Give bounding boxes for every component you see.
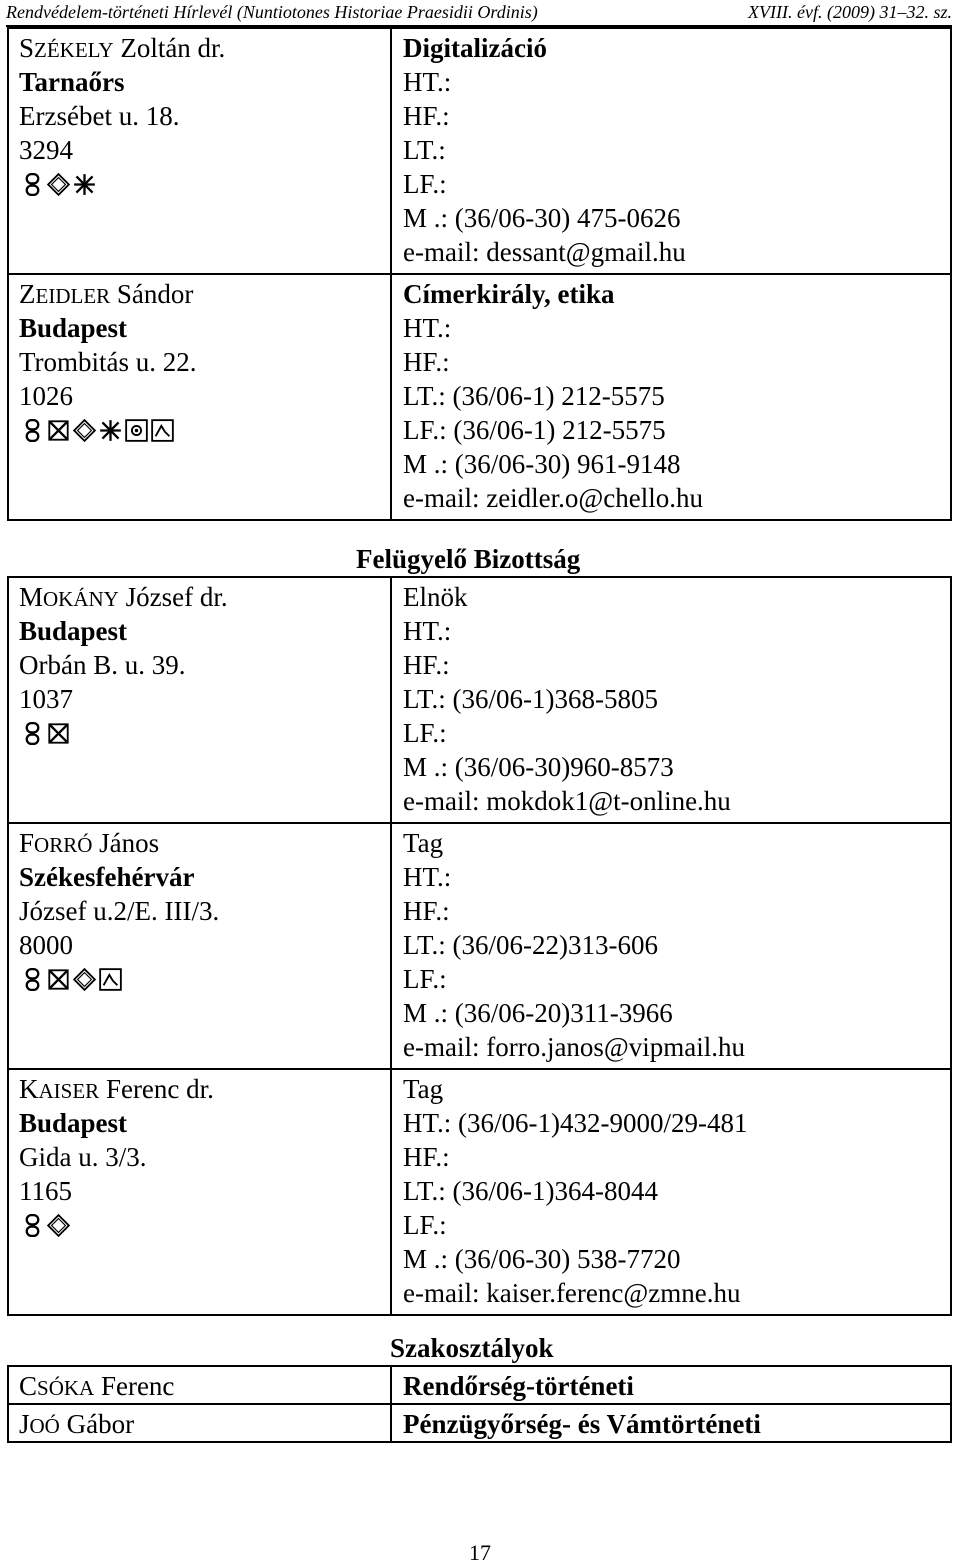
- person-city: Székesfehérvár: [19, 862, 195, 892]
- table-row: [8, 577, 951, 823]
- contact-line: HF.:: [403, 896, 450, 926]
- section-name: Rendőrség-történeti: [403, 1371, 634, 1401]
- person-street: Erzsébet u. 18.: [19, 101, 180, 131]
- section-name: Pénzügyőrség- és Vámtörténeti: [403, 1409, 761, 1439]
- person-cell: [8, 823, 391, 1069]
- phone-icon: [21, 419, 44, 442]
- person-street: Gida u. 3/3.: [19, 1142, 147, 1172]
- contact-line: HT.:: [403, 616, 452, 646]
- table-row: [8, 1404, 951, 1442]
- phone-icon: [21, 173, 44, 196]
- contact-line: HT.:: [403, 862, 452, 892]
- email-line[interactable]: e-mail: zeidler.o@chello.hu: [403, 483, 704, 513]
- role-cell: [391, 28, 951, 274]
- table-row: [8, 823, 951, 1069]
- page-number: 17: [469, 1540, 491, 1565]
- contact-line: HF.:: [403, 347, 450, 377]
- fax-icon: [47, 722, 70, 745]
- contact-line: LF.:: [403, 718, 447, 748]
- contact-icons: [19, 1208, 390, 1242]
- person-cell: [8, 1366, 391, 1404]
- person-cell: [8, 1404, 391, 1442]
- contact-line: LF.:: [403, 964, 447, 994]
- person-name: FORRÓ János: [19, 828, 160, 858]
- contact-icons: [19, 167, 390, 201]
- table-row: [8, 1366, 951, 1404]
- contact-line: LT.:: [403, 135, 446, 165]
- contact-line: M .: (36/06-30) 475-0626: [403, 203, 681, 233]
- person-name: KAISER Ferenc dr.: [19, 1074, 214, 1104]
- contact-line: M .: (36/06-30)960-8573: [403, 752, 674, 782]
- contact-line: HT.:: [403, 67, 452, 97]
- person-city: Budapest: [19, 616, 128, 646]
- person-street: Orbán B. u. 39.: [19, 650, 186, 680]
- role-cell: [391, 577, 951, 823]
- person-city: Budapest: [19, 1108, 128, 1138]
- role-title: Elnök: [403, 582, 468, 612]
- table-row: [8, 28, 951, 274]
- contact-line: M .: (36/06-20)311-3966: [403, 998, 673, 1028]
- section-cell: [391, 1366, 951, 1404]
- contact-line: LT.: (36/06-1)364-8044: [403, 1176, 658, 1206]
- person-cell: [8, 577, 391, 823]
- email-line[interactable]: e-mail: forro.janos@vipmail.hu: [403, 1032, 746, 1062]
- email-line[interactable]: e-mail: dessant@gmail.hu: [403, 237, 686, 267]
- contact-line: LT.: (36/06-1) 212-5575: [403, 381, 665, 411]
- contact-line: M .: (36/06-30) 538-7720: [403, 1244, 681, 1274]
- person-cell: [8, 1069, 391, 1315]
- star-icon: [73, 173, 96, 196]
- contact-line: HF.:: [403, 1142, 450, 1172]
- contact-line: HF.:: [403, 650, 450, 680]
- person-name: ZEIDLER Sándor: [19, 279, 194, 309]
- person-zip: 1037: [19, 684, 73, 714]
- diamond-icon: [47, 173, 70, 196]
- sections-table: [7, 1365, 952, 1443]
- person-city: Tarnaőrs: [19, 67, 125, 97]
- phone-icon: [21, 968, 44, 991]
- contact-line: LT.: (36/06-1)368-5805: [403, 684, 658, 714]
- mail-icon: [151, 419, 174, 442]
- person-name: MOKÁNY József dr.: [19, 582, 228, 612]
- supervisory-board-title: Felügyelő Bizottság: [356, 544, 581, 574]
- supervisory-table: [7, 576, 952, 1316]
- person-name: JOÓ Gábor: [19, 1409, 135, 1439]
- mail-icon: [99, 968, 122, 991]
- person-street: József u.2/E. III/3.: [19, 896, 220, 926]
- role-cell: [391, 274, 951, 520]
- role-title: Címerkirály, etika: [403, 279, 615, 309]
- contact-line: M .: (36/06-30) 961-9148: [403, 449, 681, 479]
- contact-line: LF.:: [403, 169, 447, 199]
- header-journal-title: Rendvédelem-történeti Hírlevél (Nuntiotones Historiae Praesidii Ordinis): [6, 2, 538, 22]
- contact-line: HT.: (36/06-1)432-9000/29-481: [403, 1108, 748, 1138]
- table-row: [8, 274, 951, 520]
- person-street: Trombitás u. 22.: [19, 347, 197, 377]
- flower-icon: [125, 419, 148, 442]
- diamond-icon: [73, 968, 96, 991]
- person-name: CSÓKA Ferenc: [19, 1371, 175, 1401]
- contact-line: HT.:: [403, 313, 452, 343]
- contact-line: HF.:: [403, 101, 450, 131]
- fax-icon: [47, 419, 70, 442]
- contact-icons: [19, 962, 390, 996]
- person-zip: 1165: [19, 1176, 72, 1206]
- phone-icon: [21, 722, 44, 745]
- person-zip: 3294: [19, 135, 73, 165]
- role-cell: [391, 823, 951, 1069]
- header-issue: XVIII. évf. (2009) 31–32. sz.: [748, 2, 952, 22]
- role-title: Tag: [403, 828, 444, 858]
- contact-icons: [19, 716, 390, 750]
- running-header: [0, 0, 960, 26]
- diamond-icon: [47, 1214, 70, 1237]
- fax-icon: [47, 968, 70, 991]
- role-cell: [391, 1069, 951, 1315]
- star-icon: [99, 419, 122, 442]
- contact-line: LF.:: [403, 1210, 447, 1240]
- contact-line: LF.: (36/06-1) 212-5575: [403, 415, 666, 445]
- table-row: [8, 1069, 951, 1315]
- person-city: Budapest: [19, 313, 128, 343]
- person-name: SZÉKELY Zoltán dr.: [19, 33, 226, 63]
- section-cell: [391, 1404, 951, 1442]
- role-title: Digitalizáció: [403, 33, 547, 63]
- person-cell: [8, 274, 391, 520]
- diamond-icon: [73, 419, 96, 442]
- contact-line: LT.: (36/06-22)313-606: [403, 930, 658, 960]
- email-line[interactable]: e-mail: mokdok1@t-online.hu: [403, 786, 731, 816]
- contact-icons: [19, 413, 390, 447]
- email-line[interactable]: e-mail: kaiser.ferenc@zmne.hu: [403, 1278, 741, 1308]
- board-table: [7, 27, 952, 521]
- person-zip: 8000: [19, 930, 73, 960]
- role-title: Tag: [403, 1074, 444, 1104]
- person-zip: 1026: [19, 381, 73, 411]
- phone-icon: [21, 1214, 44, 1237]
- sections-title: Szakosztályok: [390, 1333, 554, 1363]
- person-cell: [8, 28, 391, 274]
